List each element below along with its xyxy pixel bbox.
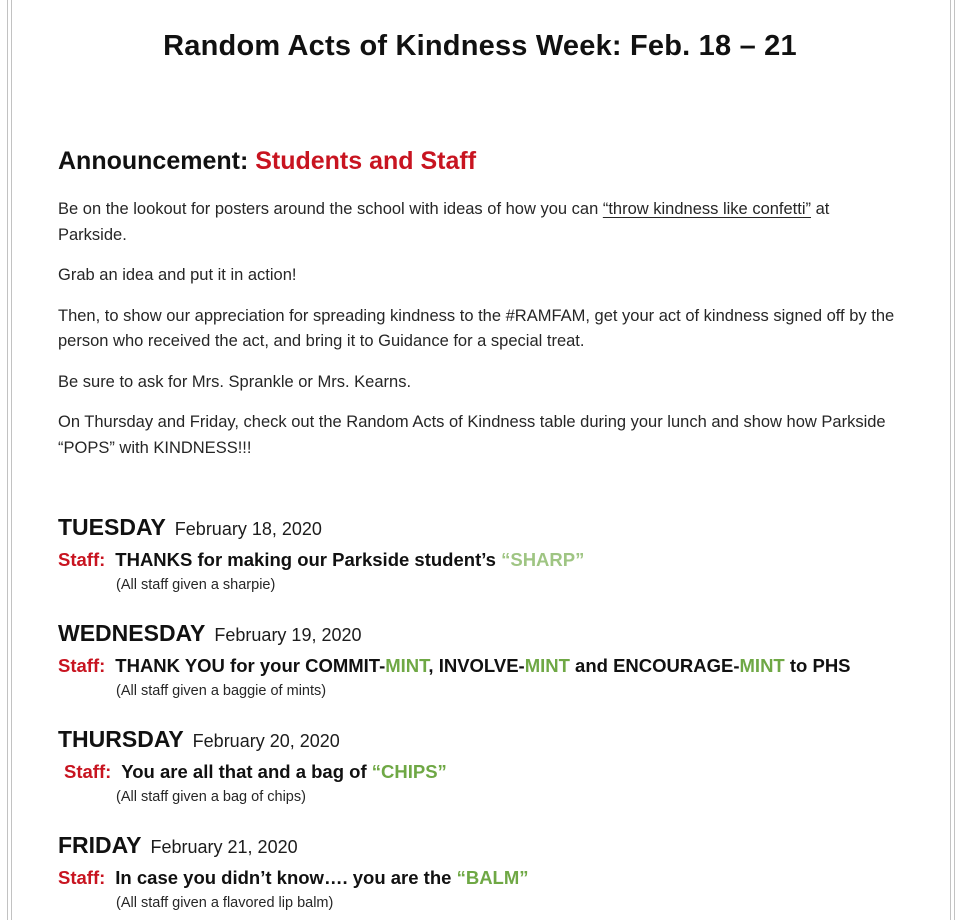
page-right-edge [950,0,955,920]
day-note: (All staff given a bag of chips) [116,788,306,805]
staff-label: Staff: [58,866,106,888]
paragraph-lookout-underlined-phrase: “throw kindness like confetti” [602,200,812,218]
announcement-heading [58,147,902,176]
staff-message-segment: In case you didn’t know…. you are the [115,866,457,888]
staff-message-segment: THANKS for making our Parkside student’s [115,548,502,570]
day-date: February 20, 2020 [187,730,340,751]
day-block [58,726,902,805]
day-name: WEDNESDAY [58,619,206,646]
staff-message-segment: MINT [385,654,429,676]
staff-message [115,655,850,676]
staff-label: Staff: [58,654,106,676]
staff-message [115,549,584,570]
day-date: February 18, 2020 [169,518,322,539]
staff-message-segment: You are all that and a bag of [121,760,372,782]
day-block [58,832,902,911]
day-block [58,514,902,593]
day-date: February 21, 2020 [145,836,298,857]
staff-message-segment: and ENCOURAGE- [569,654,740,676]
announcement-heading-audience: Students and Staff [255,147,477,175]
announcement-heading-label: Announcement: [58,147,256,175]
paragraph-lunch-table: On Thursday and Friday, check out the Random Acts of Kindness table during your lunch and show how Parkside “POPS” with KINDNESS!!! [58,413,886,457]
day-block [58,620,902,699]
day-name: FRIDAY [58,831,142,858]
day-note: (All staff given a flavored lip balm) [116,894,334,911]
staff-label: Staff: [58,548,106,570]
day-note: (All staff given a baggie of mints) [116,682,327,699]
staff-message-segment: “SHARP” [501,548,585,570]
staff-message [121,761,447,782]
staff-message-segment: THANK YOU for your COMMIT- [115,654,386,676]
paragraph-lookout-before: Be on the lookout for posters around the school with ideas of how you can [58,200,603,218]
staff-message-segment: MINT [739,654,785,676]
days-section [58,514,902,911]
staff-message-segment: “CHIPS” [371,760,447,782]
day-note: (All staff given a sharpie) [116,576,276,593]
staff-message-segment: , INVOLVE- [428,654,525,676]
day-name: TUESDAY [58,513,166,540]
paragraph-ask-for: Be sure to ask for Mrs. Sprankle or Mrs. Kearns. [58,372,412,391]
staff-message-segment: to PHS [784,654,851,676]
staff-message [115,867,528,888]
staff-label: Staff: [64,760,112,782]
day-date: February 19, 2020 [209,624,362,645]
day-name: THURSDAY [58,725,184,752]
page-left-edge [7,0,12,920]
paragraph-lookout [58,197,902,248]
page-title: Random Acts of Kindness Week: Feb. 18 – 21 [163,30,797,62]
paragraph-grab-idea: Grab an idea and put it in action! [58,266,297,285]
paragraph-lookout-after: at Parkside. [58,200,830,244]
staff-message-segment: “BALM” [456,866,529,888]
staff-message-segment: MINT [524,654,570,676]
paragraph-appreciation: Then, to show our appreciation for spreading kindness to the #RAMFAM, get your act of kindness signed off by the person who received the act, and bring it to Guidance for a special treat. [58,306,895,351]
